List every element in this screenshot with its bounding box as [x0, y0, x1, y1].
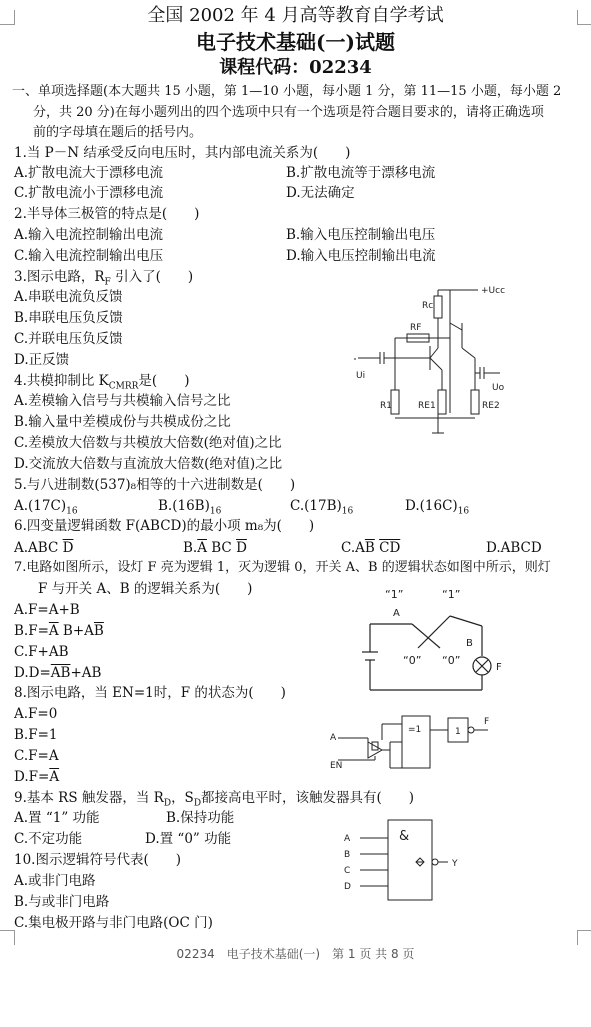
resistor-rf-label: RF	[410, 323, 422, 333]
question-10-stem: 10.图示逻辑符号代表( )	[14, 852, 182, 868]
input-c-label: C	[344, 866, 351, 876]
resistor-r1-label: R1	[380, 401, 392, 411]
page-footer: 02234 电子技术基础(一) 第 1 页 共 8 页	[176, 947, 415, 961]
question-1-stem: 1.当 P－N 结承受反向电压时，其内部电流关系为( )	[14, 145, 351, 161]
option-d: D.正反馈	[14, 352, 70, 368]
enable-label: EN	[330, 761, 343, 771]
option-a: $A.(17C)_{16}$	[14, 498, 78, 517]
tristate-logic-circuit	[328, 712, 498, 772]
lamp-label: F	[496, 662, 502, 673]
section-intro-line1: 一、单项选择题(本大题共 15 小题，第 1—10 小题，每小题 1 分，第 11—15 小题，每小题 2	[12, 84, 562, 99]
option-c: C.输入电流控制输出电压	[14, 248, 164, 264]
option-c: C.F+AB	[14, 644, 69, 660]
question-5-stem: 5.与八进制数(537)₈相等的十六进制数是( )	[14, 477, 296, 493]
corner-mark	[577, 930, 591, 945]
resistor-re1-label: RE1	[418, 401, 436, 411]
and-symbol-label: &	[399, 829, 410, 844]
question-7-stem-line1: 7.电路如图所示，设灯 F 亮为逻辑 1，灭为逻辑 0，开关 A、B 的逻辑状态如图中所示，则灯	[14, 560, 551, 575]
resistor-re2-label: RE2	[482, 401, 500, 411]
question-4-stem: 4.共模抑制比 $K_{CMRR}$是( )	[14, 373, 190, 392]
option-b: $B.(16B)_{16}$	[158, 498, 222, 517]
question-8-stem: 8.图示电路，当 EN=1时，F 的状态为( )	[14, 685, 286, 701]
option-c: C.不定功能	[14, 831, 83, 847]
output-f-label: F	[484, 717, 490, 727]
option-b: B.保持功能	[166, 810, 235, 826]
state-one-label: “1”	[442, 588, 461, 601]
not-gate-label: 1	[455, 727, 461, 737]
input-a-label: A	[330, 733, 337, 743]
option-b: B.输入量中差模成份与共模成份之比	[14, 414, 231, 430]
vcc-label: +Ucc	[481, 286, 506, 296]
option-a: A.或非门电路	[14, 873, 96, 889]
output-voltage-label: Uo	[492, 383, 505, 393]
option-c: $C.A\overline{B}$ $\overline{CD}$	[341, 540, 401, 556]
switch-b-label: B	[466, 638, 473, 649]
output-y-label: Y	[452, 859, 458, 869]
corner-mark	[0, 930, 15, 945]
input-b-label: B	[344, 850, 351, 860]
switch-lamp-circuit	[360, 586, 500, 694]
state-one-label: “1”	[385, 588, 404, 601]
option-d: D.置 “0” 功能	[145, 831, 232, 847]
option-c: $C.(17B)_{16}$	[290, 498, 354, 517]
option-c: C.差模放大倍数与共模放大倍数(绝对值)之比	[14, 435, 282, 451]
section-intro-line2: 分，共 20 分)在每小题列出的四个选项中只有一个选项是符合题目要求的，请将正确选项	[33, 105, 544, 120]
option-d: $D.F=\overline{A}$	[14, 769, 60, 785]
option-b: B.扩散电流等于漂移电流	[286, 165, 436, 181]
option-b: B.F=1	[14, 727, 58, 743]
option-c: C.F=A	[14, 748, 59, 764]
option-d: D.无法确定	[286, 185, 355, 201]
input-voltage-label: Ui	[356, 371, 366, 381]
input-d-label: D	[344, 882, 351, 892]
option-a: A.扩散电流大于漂移电流	[14, 165, 164, 181]
xor-gate-label: =1	[408, 725, 422, 735]
question-2-stem: 2.半导体三极管的特点是( )	[14, 206, 200, 222]
option-b: B.串联电压负反馈	[14, 310, 123, 326]
option-a: A.置 “1” 功能	[14, 810, 100, 826]
exam-title: 全国 2002 年 4 月高等教育自学考试	[147, 5, 444, 26]
state-zero-label: “0”	[403, 654, 422, 667]
state-zero-label: “0”	[442, 654, 461, 667]
option-c: C.扩散电流小于漂移电流	[14, 185, 164, 201]
feedback-amplifier-circuit	[350, 278, 510, 438]
subject-title: 电子技术基础(一)试题	[196, 30, 395, 54]
option-a: A.输入电流控制输出电流	[14, 227, 164, 243]
option-b: B.与或非门电路	[14, 894, 110, 910]
course-code: 课程代码：02234	[219, 57, 372, 78]
option-a: A.F=A+B	[14, 602, 80, 618]
open-collector-nand-symbol	[340, 818, 470, 902]
option-a: A.串联电流负反馈	[14, 289, 123, 305]
option-d: D.输入电压控制输出电流	[286, 248, 436, 264]
question-9-stem: 9.基本 RS 触发器，当 $R_D$，$S_D$都接高电平时，该触发器具有( )	[14, 790, 415, 809]
option-c: C.集电极开路与非门电路(OC 门)	[14, 915, 213, 931]
resistor-rc-label: Rc	[422, 301, 434, 311]
input-a-label: A	[344, 834, 351, 844]
option-a: A.差模输入信号与共模输入信号之比	[14, 393, 231, 409]
question-3-stem: 3.图示电路，$R_F$ 引入了( )	[14, 269, 194, 288]
option-d: D.ABCD	[486, 540, 542, 556]
option-d: D.交流放大倍数与直流放大倍数(绝对值)之比	[14, 456, 283, 472]
option-a: A.F=0	[14, 706, 58, 722]
option-b: B.输入电压控制输出电压	[286, 227, 436, 243]
option-b: $B.F=\overline{A}$ $B+A\overline{B}$	[14, 623, 104, 639]
option-d: $D.D=\overline{AB}+AB$	[14, 665, 102, 681]
option-c: C.并联电压负反馈	[14, 331, 123, 347]
switch-a-label: A	[393, 608, 400, 619]
option-b: $B.\overline{A}$ BC $\overline{D}$	[183, 540, 247, 556]
question-7-stem-line2: F 与开关 A、B 的逻辑关系为( )	[38, 581, 253, 597]
option-d: $D.(16C)_{16}$	[405, 498, 470, 517]
option-a: A.ABC $\overline{D}$	[14, 540, 74, 556]
question-6-stem: 6.四变量逻辑函数 F(ABCD)的最小项 m₈为( )	[14, 518, 315, 534]
section-intro-line3: 前的字母填在题后的括号内。	[33, 125, 203, 140]
